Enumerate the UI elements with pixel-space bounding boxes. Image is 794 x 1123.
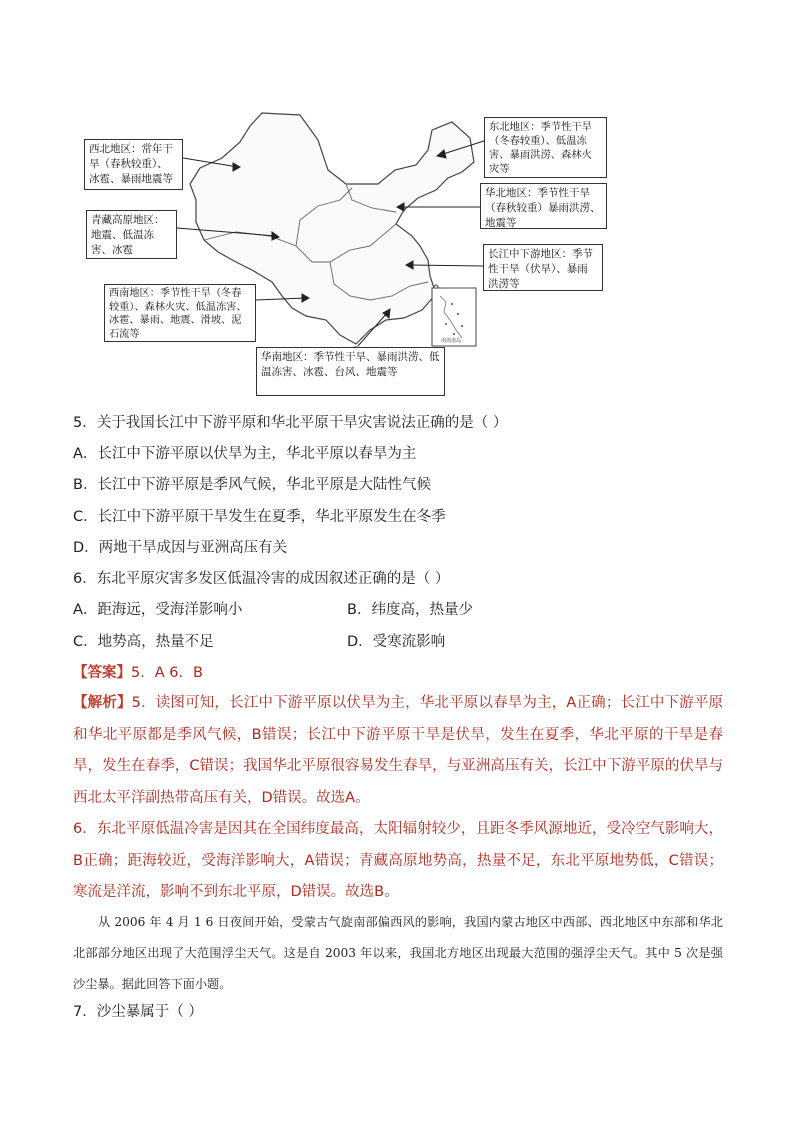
label-southwest: 西南地区：季节性干旱（冬春较重）、森林火灾、低温冻害、冰雹、暴雨、地震、滑坡、泥石流等 <box>104 284 256 342</box>
q5-option-c: C．长江中下游平原干旱发生在夏季，华北平原发生在冬季 <box>73 509 446 525</box>
analysis-q5 <box>73 688 723 814</box>
analysis-q6: 6．东北平原低温冷害是因其在全国纬度最高，太阳辐射较少，且距冬季风源地近，受冷空气影响大，B正确；距海较近，受海洋影响大，A错误；青藏高原地势高，热量不足，东北平原地势低，C错误；寒流是洋流，影响不到东北平原，D错误。故选B。 <box>73 821 723 900</box>
q6-stem: 6．东北平原灾害多发区低温冷害的成因叙述正确的是（ ） <box>73 571 450 587</box>
label-northwest: 西北地区：常年干旱（春秋较重）、冰雹、暴雨地震等 <box>84 139 183 190</box>
q6-option-a: A．距海远，受海洋影响小 <box>73 602 243 618</box>
label-northeast: 东北地区：季节性干旱（冬春较重）、低温冻害、暴雨洪涝、森林火灾等 <box>484 117 607 178</box>
q6-option-c: C．地势高，热量不足 <box>73 634 214 650</box>
analysis-q5-text: 5．读图可知，长江中下游平原以伏旱为主，华北平原以春旱为主，A正确；长江中下游平原和华北平原都是季风气候，B错误；长江中下游平原干旱是伏旱，发生在夏季，华北平原的干旱是春旱，发生在春季，C错误；我国华北平原很容易发生春旱，与亚洲高压有关，长江中下游平原的伏旱与西北太平洋副热带高压有关，D错误。故选A。 <box>73 695 723 806</box>
q5-stem: 5．关于我国长江中下游平原和华北平原干旱灾害说法正确的是（ ） <box>73 415 508 431</box>
q7-stem: 7．沙尘暴属于（ ） <box>73 1004 203 1020</box>
label-northchina: 华北地区：季节性干旱（春秋较重）暴雨洪涝、地震等 <box>480 183 607 229</box>
answer-text: 5．A 6．B <box>131 665 203 681</box>
inset-label: 南海诸岛 <box>441 338 462 344</box>
label-tibet: 青藏高原地区：地震、低温冻害、冰雹 <box>86 210 177 259</box>
analysis-tag: 【解析】 <box>73 695 132 711</box>
q6-option-d: D．受寒流影响 <box>347 634 446 650</box>
disaster-map-figure <box>0 0 794 400</box>
answer-line <box>73 663 203 683</box>
q5-option-d: D．两地干旱成因与亚洲高压有关 <box>73 540 288 556</box>
q5-option-b: B．长江中下游平原是季风气候，华北平原是大陆性气候 <box>73 477 431 493</box>
q6-option-b: B．纬度高，热量少 <box>347 602 473 618</box>
label-yangtze: 长江中下游地区：季节性干旱（伏旱）、暴雨洪涝等 <box>483 244 603 291</box>
label-southchina: 华南地区：季节性干旱、暴雨洪涝、低温冻害、冰雹、台风、地震等 <box>256 347 445 396</box>
q5-option-a: A．长江中下游平原以伏旱为主，华北平原以春旱为主 <box>73 446 417 462</box>
answer-tag: 【答案】 <box>73 665 131 681</box>
material-passage: 从 2006 年 4 月 1 6 日夜间开始，受蒙古气旋南部偏西风的影响，我国内蒙古地区中西部、西北地区中东部和华北北部部分地区出现了大范围浮尘天气。这是自 2003 年以来，我国北方地区出现最大范围的强浮尘天气。其中 5 次是强沙尘暴。据此回答下面小题。 <box>73 915 723 991</box>
